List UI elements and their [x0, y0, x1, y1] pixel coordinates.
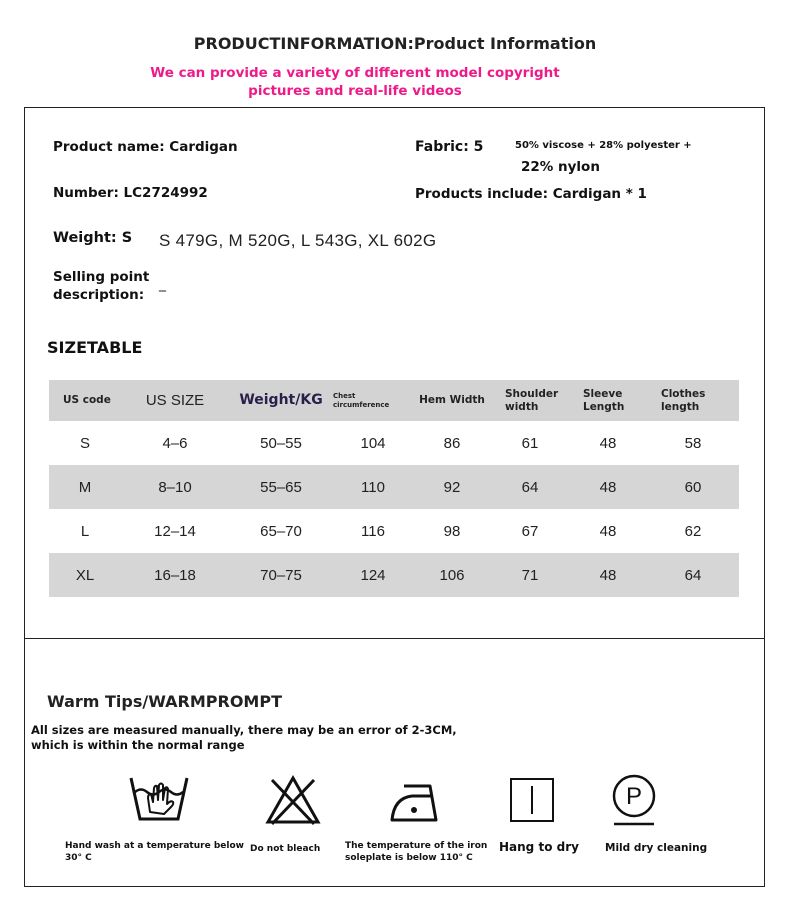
do-not-bleach-label: Do not bleach: [250, 844, 321, 854]
table-cell: 60: [647, 465, 739, 509]
fabric-composition-line-2: 22% nylon: [521, 159, 600, 175]
column-header-weight: Weight/KG: [229, 380, 333, 421]
iron-label-line-1: The temperature of the iron: [345, 841, 488, 851]
column-header-us-size: US SIZE: [121, 380, 229, 421]
table-cell: 116: [361, 522, 385, 540]
weight-label: Weight: S: [53, 230, 133, 246]
table-cell: 110: [333, 465, 413, 509]
table-cell: M: [49, 465, 121, 509]
measurement-note-line-2: which is within the normal range: [31, 738, 245, 752]
table-cell: 16–18: [121, 553, 229, 597]
table-cell: 70–75: [229, 553, 333, 597]
table-cell: 48: [569, 465, 647, 509]
warm-tips-heading: Warm Tips/WARMPROMPT: [47, 692, 282, 711]
table-cell: 86: [443, 434, 461, 452]
selling-point-value: _: [159, 276, 166, 292]
table-cell: 50–55: [260, 434, 302, 452]
table-cell: 64: [491, 465, 569, 509]
table-header-row: [49, 380, 739, 421]
table-cell: 104: [360, 434, 386, 452]
size-table-heading: SIZETABLE: [47, 338, 143, 357]
copyright-notice: We can provide a variety of different model copyright pictures and real-life videos: [150, 65, 560, 99]
table-cell: 48: [599, 434, 617, 452]
products-include: Products include: Cardigan * 1: [415, 186, 647, 202]
selling-point-label-line-1: Selling point: [53, 269, 150, 285]
column-header-shoulder-width: Shoulder width: [491, 380, 569, 421]
product-name: Product name: Cardigan: [53, 139, 238, 155]
table-cell: 48: [599, 522, 617, 540]
table-cell: 98: [443, 522, 461, 540]
column-header-sleeve-length: Sleeve Length: [569, 380, 647, 421]
table-cell: 106: [413, 553, 491, 597]
section-divider: [24, 638, 765, 639]
column-header-clothes-length: Clothes length: [647, 380, 739, 421]
table-cell: 58: [684, 434, 702, 452]
table-row: [49, 553, 739, 597]
hand-wash-label-line-2: 30° C: [65, 853, 92, 863]
iron-icon: [386, 772, 444, 828]
fabric-label: Fabric: 5: [415, 139, 484, 155]
iron-label-line-2: soleplate is below 110° C: [345, 853, 473, 863]
table-cell: 4–6: [162, 434, 188, 452]
table-cell: S: [79, 434, 90, 452]
table-cell: 92: [413, 465, 491, 509]
hand-wash-label: [65, 840, 244, 864]
table-cell: L: [80, 522, 90, 540]
column-header-chest: Chest circumference: [333, 380, 413, 421]
table-row: [49, 465, 739, 509]
measurement-note-line-1: All sizes are measured manually, there may be an error of 2-3CM,: [31, 723, 457, 737]
table-cell: 55–65: [229, 465, 333, 509]
size-table: [49, 380, 739, 597]
table-cell: 67: [521, 522, 539, 540]
fabric-composition-line-1: 50% viscose + 28% polyester +: [515, 140, 692, 151]
measurement-note: [31, 723, 457, 753]
table-row: [49, 509, 739, 553]
hang-dry-label: Hang to dry: [499, 840, 579, 854]
table-cell: 65–70: [260, 522, 302, 540]
table-cell: 12–14: [154, 522, 196, 540]
hang-dry-icon: [508, 772, 556, 828]
weight-values: S 479G, M 520G, L 543G, XL 602G: [159, 231, 437, 250]
table-cell: 71: [491, 553, 569, 597]
mild-dry-clean-icon: [607, 772, 661, 828]
table-cell: 64: [647, 553, 739, 597]
hand-wash-icon: [126, 772, 192, 828]
mild-dry-clean-label: Mild dry cleaning: [605, 842, 708, 854]
page-title: PRODUCTINFORMATION:Product Information: [193, 34, 597, 53]
svg-text:P: P: [625, 783, 643, 810]
product-number: Number: LC2724992: [53, 185, 208, 201]
selling-point-label: [53, 268, 149, 304]
selling-point-label-line-2: description:: [53, 287, 145, 303]
table-cell: 62: [684, 522, 702, 540]
table-cell: 8–10: [121, 465, 229, 509]
iron-label: [345, 840, 487, 864]
column-header-us-code: US code: [49, 380, 121, 421]
table-cell: XL: [49, 553, 121, 597]
do-not-bleach-icon: [262, 772, 324, 828]
hand-wash-label-line-1: Hand wash at a temperature below: [65, 841, 244, 851]
column-header-hem-width: Hem Width: [413, 380, 491, 421]
table-row: [49, 421, 739, 465]
table-cell: 61: [521, 434, 539, 452]
table-cell: 48: [569, 553, 647, 597]
table-cell: 124: [333, 553, 413, 597]
